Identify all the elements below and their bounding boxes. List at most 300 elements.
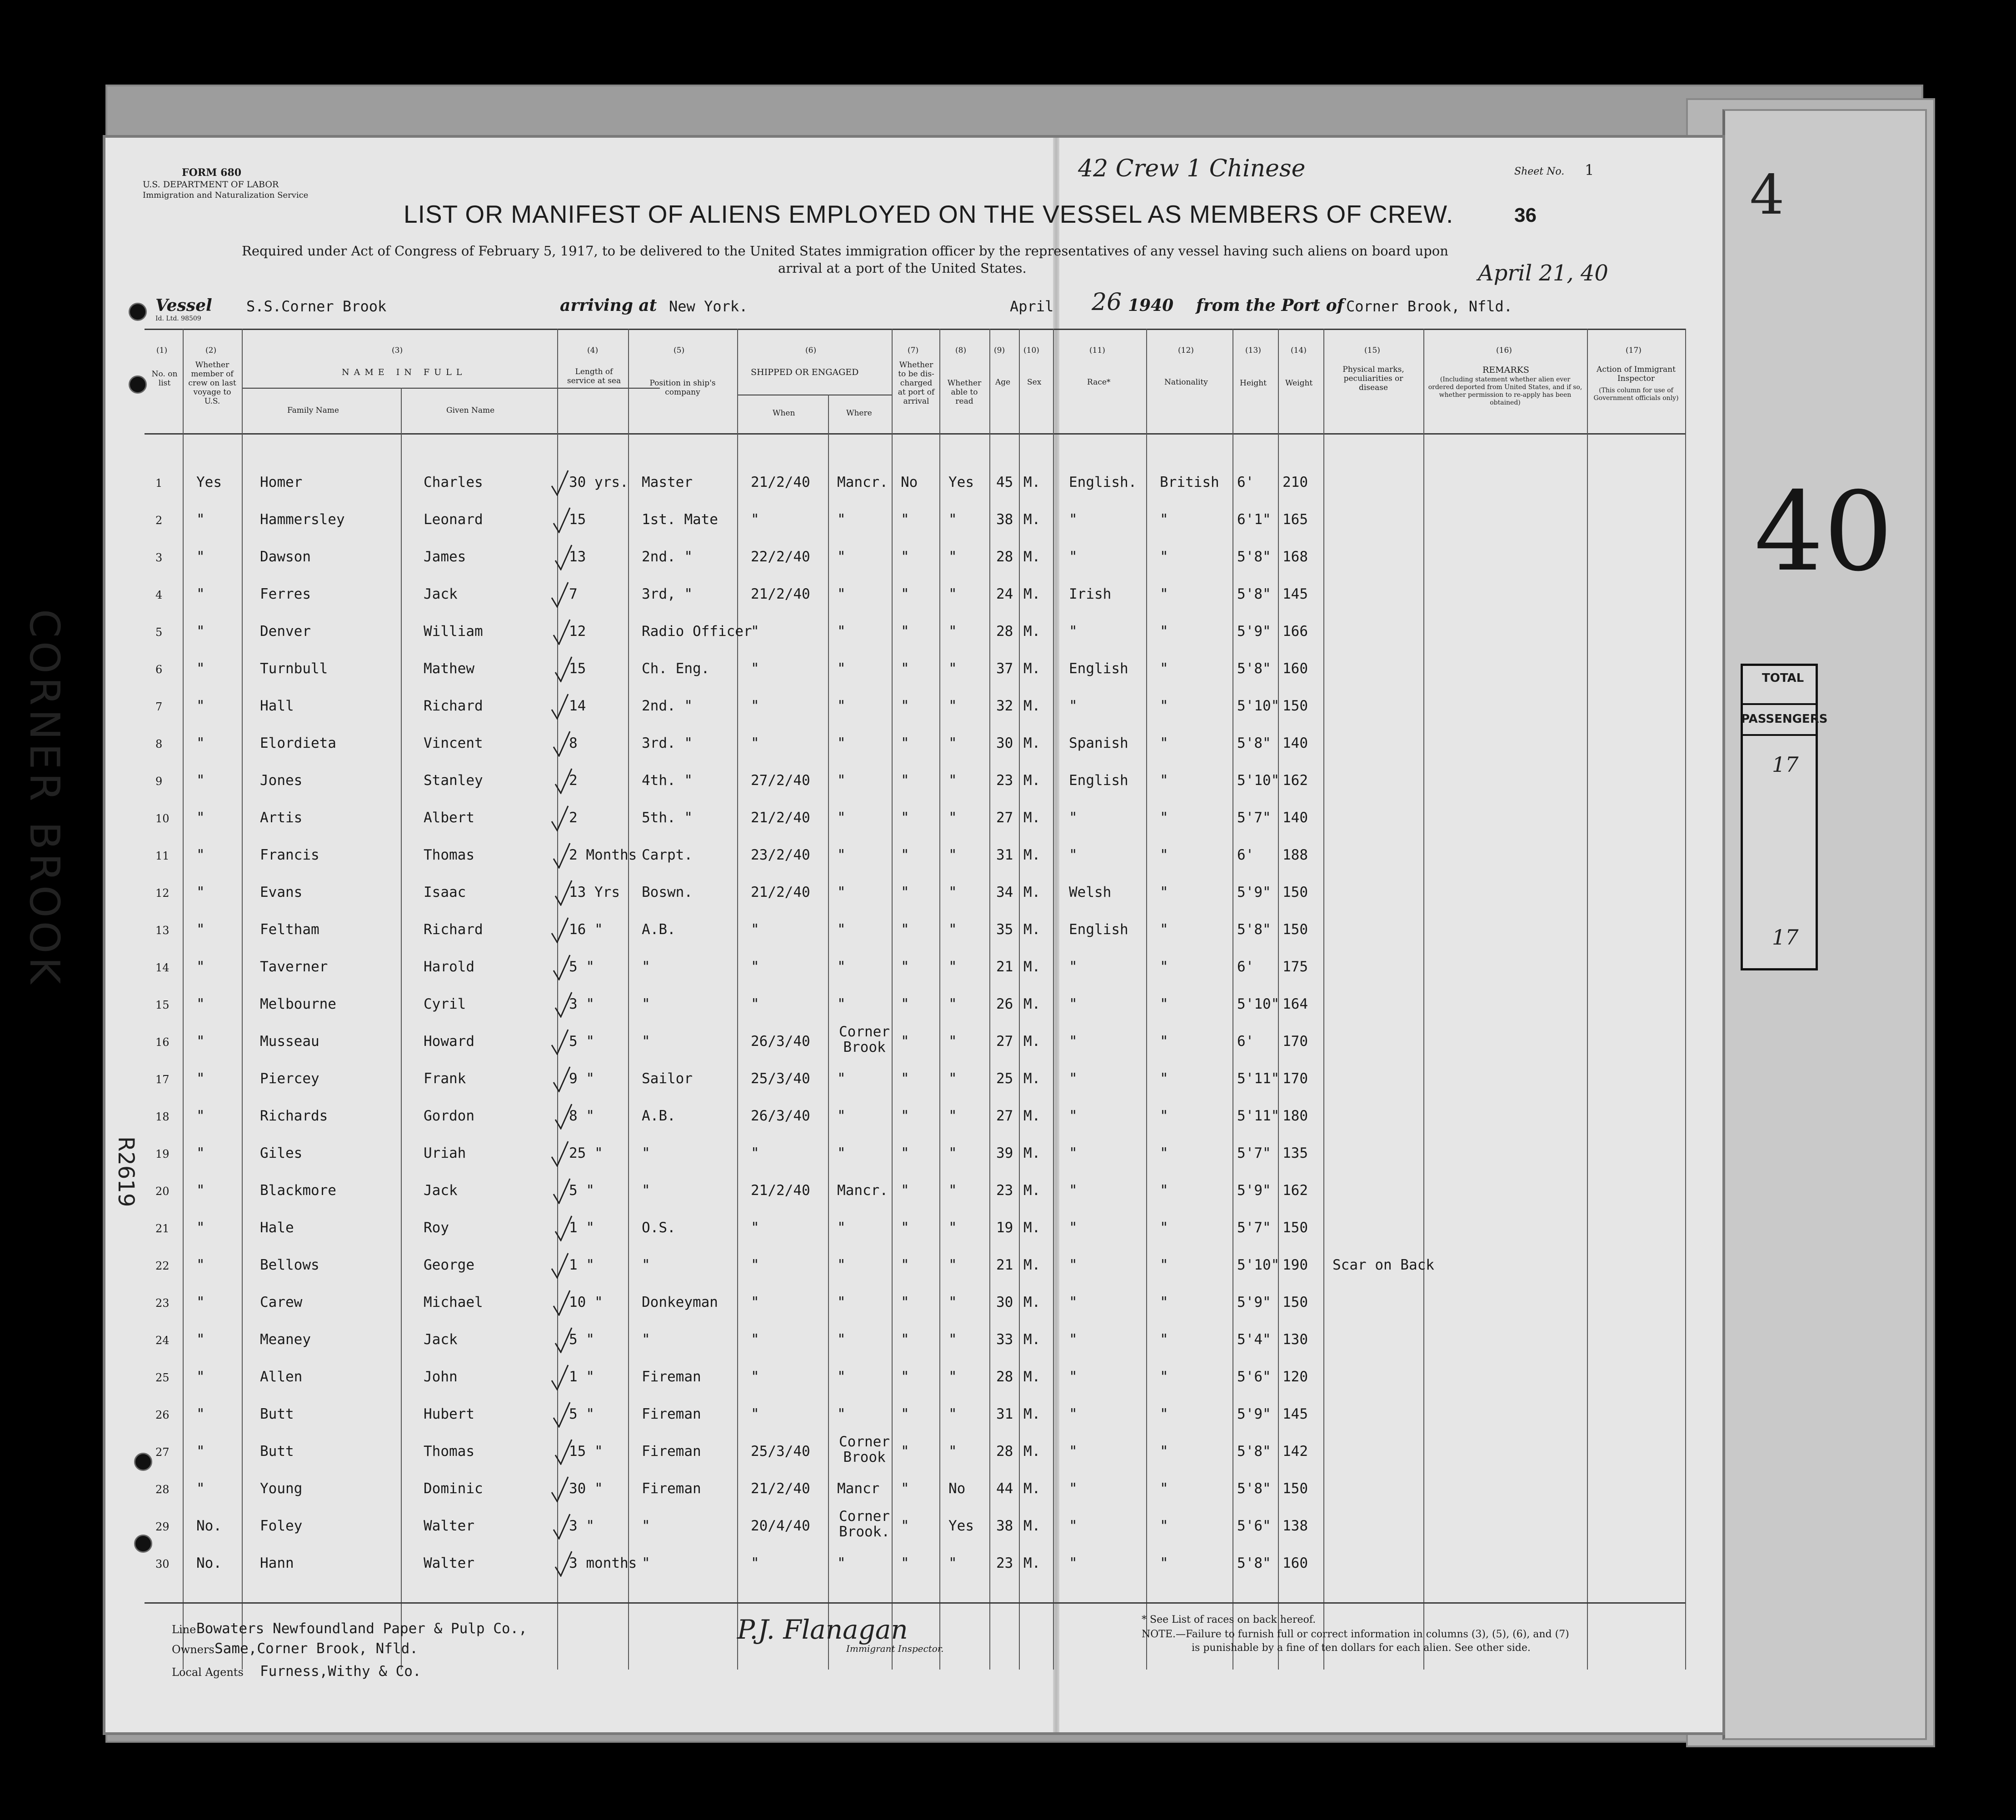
cell-weight: 175 bbox=[1282, 959, 1308, 975]
cell-weight: 138 bbox=[1282, 1518, 1308, 1534]
cell-disch: " bbox=[901, 1331, 909, 1348]
cell-where: " bbox=[837, 735, 846, 751]
col-15-num: (15) bbox=[1364, 346, 1380, 355]
table-row bbox=[105, 1294, 1728, 1326]
checkmark-icon bbox=[554, 991, 573, 1018]
checkmark-icon bbox=[553, 1178, 571, 1204]
cell-given: Charles bbox=[424, 474, 483, 490]
cell-read: " bbox=[948, 884, 957, 900]
col-14-label: Weight bbox=[1285, 379, 1313, 388]
side-tab-value-2: 17 bbox=[1772, 925, 1799, 950]
cell-service: 1 " bbox=[569, 1257, 594, 1273]
given-name-head: Given Name bbox=[446, 406, 495, 415]
cell-weight: 170 bbox=[1282, 1070, 1308, 1087]
cell-service: 7 bbox=[569, 586, 578, 602]
cell-family: Hann bbox=[260, 1555, 294, 1571]
cell-no: 5 bbox=[155, 626, 163, 639]
cell-read: No bbox=[948, 1480, 966, 1497]
cell-position: Master bbox=[642, 474, 693, 490]
checkmark-icon bbox=[551, 581, 569, 608]
cell-sex: M. bbox=[1023, 698, 1041, 714]
table-row bbox=[105, 1182, 1728, 1214]
table-row bbox=[105, 735, 1728, 767]
spine-code: R2619 bbox=[113, 1136, 139, 1207]
cell-height: 5'8" bbox=[1237, 586, 1271, 602]
col-16-num: (16) bbox=[1496, 346, 1512, 355]
cell-read: " bbox=[948, 549, 957, 565]
cell-given: Walter bbox=[424, 1518, 474, 1534]
cell-sex: M. bbox=[1023, 996, 1041, 1012]
cell-disch: " bbox=[901, 1294, 909, 1310]
cell-last: " bbox=[196, 1145, 205, 1161]
cell-position: Donkeyman bbox=[642, 1294, 718, 1310]
cell-weight: 180 bbox=[1282, 1108, 1308, 1124]
table-row bbox=[105, 847, 1728, 879]
cell-where: " bbox=[837, 698, 846, 714]
cell-service: 30 " bbox=[569, 1480, 603, 1497]
cell-family: Turnbull bbox=[260, 660, 328, 677]
cell-service: 8 " bbox=[569, 1108, 594, 1124]
cell-height: 6' bbox=[1237, 1033, 1254, 1050]
agents: Furness,Withy & Co. bbox=[260, 1663, 421, 1680]
cell-race: " bbox=[1069, 1331, 1078, 1348]
cell-last: " bbox=[196, 586, 205, 602]
cell-when: " bbox=[751, 660, 759, 677]
checkmark-icon bbox=[554, 544, 573, 570]
cell-given: Gordon bbox=[424, 1108, 474, 1124]
checkmark-icon bbox=[554, 1103, 573, 1130]
checkmark-icon bbox=[553, 842, 571, 869]
cell-where: " bbox=[837, 1294, 846, 1310]
cell-given: William bbox=[424, 623, 483, 640]
sheet-number: 1 bbox=[1585, 161, 1594, 179]
cell-disch: " bbox=[901, 1182, 909, 1199]
cell-nat: " bbox=[1160, 884, 1168, 900]
cell-disch: " bbox=[901, 549, 909, 565]
table-row bbox=[105, 1555, 1728, 1587]
col-5-num: (5) bbox=[674, 346, 685, 355]
footer-note-3: is punishable by a fine of ten dollars for each alien. See other side. bbox=[1192, 1642, 1531, 1654]
cell-given: Richard bbox=[424, 921, 483, 938]
cell-last: " bbox=[196, 1033, 205, 1050]
footer-note-2: NOTE.—Failure to furnish full or correct information in columns (3), (5), (6), and (7) bbox=[1142, 1629, 1569, 1640]
cell-nat: " bbox=[1160, 959, 1168, 975]
cell-given: Harold bbox=[424, 959, 474, 975]
manifest-page bbox=[103, 135, 1725, 1735]
cell-no: 17 bbox=[155, 1073, 170, 1086]
checkmark-icon bbox=[553, 1513, 571, 1540]
cell-last: " bbox=[196, 921, 205, 938]
table-row bbox=[105, 1070, 1728, 1102]
cell-nat: " bbox=[1160, 1294, 1168, 1310]
cell-family: Denver bbox=[260, 623, 311, 640]
cell-sex: M. bbox=[1023, 586, 1041, 602]
cell-service: 3 months bbox=[569, 1555, 637, 1571]
cell-when: 21/2/40 bbox=[751, 884, 810, 900]
cell-height: 6'1" bbox=[1237, 511, 1271, 528]
cell-when: 21/2/40 bbox=[751, 810, 810, 826]
cell-no: 24 bbox=[155, 1334, 170, 1347]
cell-family: Hall bbox=[260, 698, 294, 714]
cell-race: Irish bbox=[1069, 586, 1112, 602]
cell-age: 28 bbox=[996, 1443, 1013, 1460]
when-head: When bbox=[773, 409, 795, 418]
cell-height: 5'8" bbox=[1237, 1480, 1271, 1497]
cell-read: " bbox=[948, 1555, 957, 1571]
table-row bbox=[105, 996, 1728, 1028]
cell-read: " bbox=[948, 1294, 957, 1310]
cell-position: Fireman bbox=[642, 1443, 701, 1460]
cell-family: Blackmore bbox=[260, 1182, 336, 1199]
cell-height: 5'6" bbox=[1237, 1518, 1271, 1534]
cell-age: 26 bbox=[996, 996, 1013, 1012]
col-3-label: NAME IN FULL bbox=[342, 367, 467, 377]
cell-family: Taverner bbox=[260, 959, 328, 975]
checkmark-icon bbox=[551, 1252, 569, 1279]
cell-read: " bbox=[948, 1331, 957, 1348]
cell-weight: 164 bbox=[1282, 996, 1308, 1012]
form-subtitle-2: arrival at a port of the United States. bbox=[778, 260, 1027, 276]
from-port-label: from the Port of bbox=[1196, 296, 1344, 315]
cell-disch: " bbox=[901, 847, 909, 863]
cell-disch: " bbox=[901, 959, 909, 975]
cell-race: " bbox=[1069, 1033, 1078, 1050]
cell-given: Jack bbox=[424, 1331, 458, 1348]
cell-sex: M. bbox=[1023, 847, 1041, 863]
col-2-num: (2) bbox=[205, 346, 217, 355]
form-title: LIST OR MANIFEST OF ALIENS EMPLOYED ON THE VESSEL AS MEMBERS OF CREW. bbox=[404, 200, 1454, 228]
cell-disch: " bbox=[901, 1070, 909, 1087]
cell-no: 15 bbox=[155, 999, 170, 1011]
cell-nat: " bbox=[1160, 1220, 1168, 1236]
cell-weight: 150 bbox=[1282, 1220, 1308, 1236]
cell-age: 25 bbox=[996, 1070, 1013, 1087]
checkmark-icon bbox=[551, 1364, 569, 1390]
cell-no: 8 bbox=[155, 738, 163, 750]
cell-no: 23 bbox=[155, 1297, 170, 1310]
cell-weight: 162 bbox=[1282, 1182, 1308, 1199]
cell-read: " bbox=[948, 1369, 957, 1385]
col-17-label: Action of Immigrant Inspector bbox=[1597, 365, 1676, 383]
cell-sex: M. bbox=[1023, 1555, 1041, 1571]
cell-read: " bbox=[948, 772, 957, 789]
table-row bbox=[105, 511, 1728, 543]
table-row bbox=[105, 921, 1728, 953]
cell-weight: 145 bbox=[1282, 1406, 1308, 1422]
cell-service: 15 " bbox=[569, 1443, 603, 1460]
cell-no: 16 bbox=[155, 1036, 170, 1049]
cell-family: Dawson bbox=[260, 549, 311, 565]
table-row bbox=[105, 1145, 1728, 1177]
col-7-label: Whether to be dis-charged at port of arrival bbox=[898, 360, 935, 406]
cell-race: " bbox=[1069, 1443, 1078, 1460]
cell-weight: 190 bbox=[1282, 1257, 1308, 1273]
cell-where: " bbox=[837, 884, 846, 900]
cell-where: Mancr. bbox=[837, 1182, 888, 1199]
cell-given: George bbox=[424, 1257, 474, 1273]
cell-disch: " bbox=[901, 1406, 909, 1422]
table-row bbox=[105, 1406, 1728, 1438]
cell-height: 5'8" bbox=[1237, 921, 1271, 938]
cell-age: 31 bbox=[996, 847, 1013, 863]
cell-given: Thomas bbox=[424, 1443, 474, 1460]
cell-where: Corner Brook bbox=[839, 1024, 890, 1055]
cell-age: 35 bbox=[996, 921, 1013, 938]
cell-where: Mancr bbox=[837, 1480, 880, 1497]
cell-nat: British bbox=[1160, 474, 1219, 490]
checkmark-icon bbox=[551, 805, 569, 831]
col-10-num: (10) bbox=[1023, 346, 1039, 355]
cell-read: " bbox=[948, 1182, 957, 1199]
cell-age: 33 bbox=[996, 1331, 1013, 1348]
cell-nat: " bbox=[1160, 1480, 1168, 1497]
cell-service: 1 " bbox=[569, 1369, 594, 1385]
cell-nat: " bbox=[1160, 921, 1168, 938]
cell-read: " bbox=[948, 660, 957, 677]
owners: Same,Corner Brook, Nfld. bbox=[215, 1640, 418, 1657]
cell-position: Sailor bbox=[642, 1070, 693, 1087]
cell-when: " bbox=[751, 1555, 759, 1571]
col-5-label: Position in ship's company bbox=[649, 379, 716, 397]
cell-no: 2 bbox=[155, 514, 163, 527]
cell-family: Francis bbox=[260, 847, 319, 863]
cell-nat: " bbox=[1160, 996, 1168, 1012]
binding-hole bbox=[129, 303, 147, 321]
arriving-port: New York. bbox=[669, 298, 748, 315]
cell-disch: " bbox=[901, 1108, 909, 1124]
cell-sex: M. bbox=[1023, 921, 1041, 938]
cell-age: 28 bbox=[996, 1369, 1013, 1385]
cell-sex: M. bbox=[1023, 735, 1041, 751]
cell-age: 34 bbox=[996, 884, 1013, 900]
cell-when: " bbox=[751, 1220, 759, 1236]
cell-service: 3 " bbox=[569, 996, 594, 1012]
cell-disch: " bbox=[901, 698, 909, 714]
cell-weight: 170 bbox=[1282, 1033, 1308, 1050]
vessel-label: Vessel bbox=[155, 296, 212, 315]
cell-position: 2nd. " bbox=[642, 549, 693, 565]
cell-height: 5'4" bbox=[1237, 1331, 1271, 1348]
cell-where: " bbox=[837, 1555, 846, 1571]
cell-no: 21 bbox=[155, 1222, 170, 1235]
cell-height: 5'11" bbox=[1237, 1070, 1280, 1087]
cell-no: 10 bbox=[155, 812, 170, 825]
cell-height: 5'9" bbox=[1237, 1294, 1271, 1310]
cell-position: " bbox=[642, 1257, 650, 1273]
cell-given: Walter bbox=[424, 1555, 474, 1571]
action-note: (This column for use of Government officials only) bbox=[1593, 387, 1679, 402]
cell-read: " bbox=[948, 1257, 957, 1273]
cell-age: 44 bbox=[996, 1480, 1013, 1497]
cell-service: 30 yrs. bbox=[569, 474, 629, 490]
cell-height: 5'10" bbox=[1237, 1257, 1280, 1273]
col-3-num: (3) bbox=[392, 346, 403, 355]
cell-no: 29 bbox=[155, 1520, 170, 1533]
cell-where: " bbox=[837, 1369, 846, 1385]
inspector-signature: P.J. Flanagan bbox=[737, 1614, 908, 1645]
cell-service: 2 bbox=[569, 772, 578, 789]
col-2-label: Whether member of crew on last voyage to U.S. bbox=[188, 360, 236, 406]
cell-disch: " bbox=[901, 586, 909, 602]
form-page-number: 36 bbox=[1514, 204, 1537, 226]
cell-sex: M. bbox=[1023, 1369, 1041, 1385]
checkmark-icon bbox=[553, 1290, 571, 1316]
cell-weight: 160 bbox=[1282, 1555, 1308, 1571]
cell-age: 30 bbox=[996, 1294, 1013, 1310]
col-1-label: No. on list bbox=[151, 370, 178, 388]
side-tab-passengers-label: PASSENGERS bbox=[1741, 712, 1828, 726]
vessel-name: S.S.Corner Brook bbox=[246, 298, 387, 315]
cell-family: Feltham bbox=[260, 921, 319, 938]
col-13-num: (13) bbox=[1245, 346, 1261, 355]
cell-nat: " bbox=[1160, 1033, 1168, 1050]
cell-where: " bbox=[837, 1406, 846, 1422]
col-7-num: (7) bbox=[908, 346, 919, 355]
col-13-label: Height bbox=[1240, 379, 1267, 388]
cell-read: " bbox=[948, 959, 957, 975]
table-row bbox=[105, 810, 1728, 841]
cell-when: " bbox=[751, 623, 759, 640]
cell-race: " bbox=[1069, 623, 1078, 640]
cell-position: 5th. " bbox=[642, 810, 693, 826]
cell-height: 6' bbox=[1237, 847, 1254, 863]
cell-where: Corner Brook. bbox=[839, 1508, 890, 1540]
family-name-head: Family Name bbox=[287, 406, 339, 415]
cell-height: 5'9" bbox=[1237, 1182, 1271, 1199]
cell-family: Allen bbox=[260, 1369, 303, 1385]
cell-last: " bbox=[196, 772, 205, 789]
cell-read: Yes bbox=[948, 474, 974, 490]
cell-age: 38 bbox=[996, 511, 1013, 528]
col-14-num: (14) bbox=[1291, 346, 1307, 355]
cell-nat: " bbox=[1160, 623, 1168, 640]
big-handwritten-number: 40 bbox=[1754, 468, 1893, 595]
cell-weight: 168 bbox=[1282, 549, 1308, 565]
cell-no: 14 bbox=[155, 961, 170, 974]
cell-height: 5'9" bbox=[1237, 1406, 1271, 1422]
cell-weight: 120 bbox=[1282, 1369, 1308, 1385]
cell-last: No. bbox=[196, 1518, 222, 1534]
cell-family: Hammersley bbox=[260, 511, 345, 528]
cell-height: 6' bbox=[1237, 959, 1254, 975]
binding-hole bbox=[134, 1535, 152, 1553]
cell-service: 1 " bbox=[569, 1220, 594, 1236]
col-1-num: (1) bbox=[156, 346, 168, 355]
cell-service: 14 bbox=[569, 698, 586, 714]
cell-sex: M. bbox=[1023, 1443, 1041, 1460]
cell-nat: " bbox=[1160, 511, 1168, 528]
cell-no: 9 bbox=[155, 775, 163, 788]
agents-label: Local Agents bbox=[172, 1666, 244, 1679]
owners-label: Owners bbox=[172, 1643, 215, 1656]
cell-position: A.B. bbox=[642, 921, 676, 938]
table-row bbox=[105, 1369, 1728, 1400]
cell-disch: " bbox=[901, 884, 909, 900]
cell-disch: " bbox=[901, 1555, 909, 1571]
checkmark-icon bbox=[554, 1215, 573, 1241]
cell-sex: M. bbox=[1023, 810, 1041, 826]
cell-position: Fireman bbox=[642, 1406, 701, 1422]
cell-nat: " bbox=[1160, 549, 1168, 565]
side-tab-value-1: 17 bbox=[1772, 752, 1799, 777]
cell-where: " bbox=[837, 996, 846, 1012]
cell-read: " bbox=[948, 1108, 957, 1124]
cell-where: " bbox=[837, 586, 846, 602]
cell-sex: M. bbox=[1023, 1294, 1041, 1310]
cell-last: " bbox=[196, 1369, 205, 1385]
cell-nat: " bbox=[1160, 1257, 1168, 1273]
side-tab bbox=[1741, 664, 1828, 970]
cell-service: 2 bbox=[569, 810, 578, 826]
footer-note-1: * See List of races on back hereof. bbox=[1142, 1614, 1316, 1625]
cell-given: Thomas bbox=[424, 847, 474, 863]
cell-when: " bbox=[751, 1294, 759, 1310]
cell-race: " bbox=[1069, 511, 1078, 528]
cell-family: Foley bbox=[260, 1518, 303, 1534]
cell-sex: M. bbox=[1023, 511, 1041, 528]
cell-race: English bbox=[1069, 772, 1128, 789]
cell-sex: M. bbox=[1023, 959, 1041, 975]
cell-last: " bbox=[196, 735, 205, 751]
cell-when: 27/2/40 bbox=[751, 772, 810, 789]
cell-nat: " bbox=[1160, 1331, 1168, 1348]
cell-family: Evans bbox=[260, 884, 303, 900]
cell-when: " bbox=[751, 1369, 759, 1385]
cell-nat: " bbox=[1160, 1443, 1168, 1460]
cell-position: " bbox=[642, 1331, 650, 1348]
col-9-label: Age bbox=[995, 378, 1011, 387]
checkmark-icon bbox=[554, 1550, 573, 1577]
cell-sex: M. bbox=[1023, 1331, 1041, 1348]
cell-disch: " bbox=[901, 1369, 909, 1385]
cell-disch: " bbox=[901, 1033, 909, 1050]
cell-family: Hale bbox=[260, 1220, 294, 1236]
cell-race: " bbox=[1069, 1555, 1078, 1571]
cell-race: " bbox=[1069, 549, 1078, 565]
cell-service: 3 " bbox=[569, 1518, 594, 1534]
cell-race: " bbox=[1069, 810, 1078, 826]
cell-read: " bbox=[948, 1443, 957, 1460]
cell-read: " bbox=[948, 1406, 957, 1422]
cell-nat: " bbox=[1160, 1182, 1168, 1199]
checkmark-icon bbox=[553, 1401, 571, 1428]
cell-when: 22/2/40 bbox=[751, 549, 810, 565]
cell-read: " bbox=[948, 586, 957, 602]
cell-age: 24 bbox=[996, 586, 1013, 602]
cell-height: 5'7" bbox=[1237, 1220, 1271, 1236]
cell-read: " bbox=[948, 1145, 957, 1161]
cell-race: " bbox=[1069, 1257, 1078, 1273]
cell-given: Roy bbox=[424, 1220, 449, 1236]
cell-disch: " bbox=[901, 1480, 909, 1497]
cell-disch: " bbox=[901, 1220, 909, 1236]
cell-when: 21/2/40 bbox=[751, 586, 810, 602]
cell-weight: 210 bbox=[1282, 474, 1308, 490]
cell-position: " bbox=[642, 996, 650, 1012]
cell-position: " bbox=[642, 1518, 650, 1534]
cell-height: 5'10" bbox=[1237, 772, 1280, 789]
cell-given: Howard bbox=[424, 1033, 474, 1050]
cell-family: Bellows bbox=[260, 1257, 319, 1273]
arriving-label: arriving at bbox=[560, 296, 657, 315]
where-head: Where bbox=[846, 409, 872, 418]
arrival-day: 26 bbox=[1092, 289, 1122, 316]
cell-position: " bbox=[642, 1555, 650, 1571]
cell-nat: " bbox=[1160, 810, 1168, 826]
handwritten-date: April 21, 40 bbox=[1478, 260, 1608, 286]
corner-handwritten-number: 4 bbox=[1750, 164, 1785, 227]
cell-weight: 166 bbox=[1282, 623, 1308, 640]
